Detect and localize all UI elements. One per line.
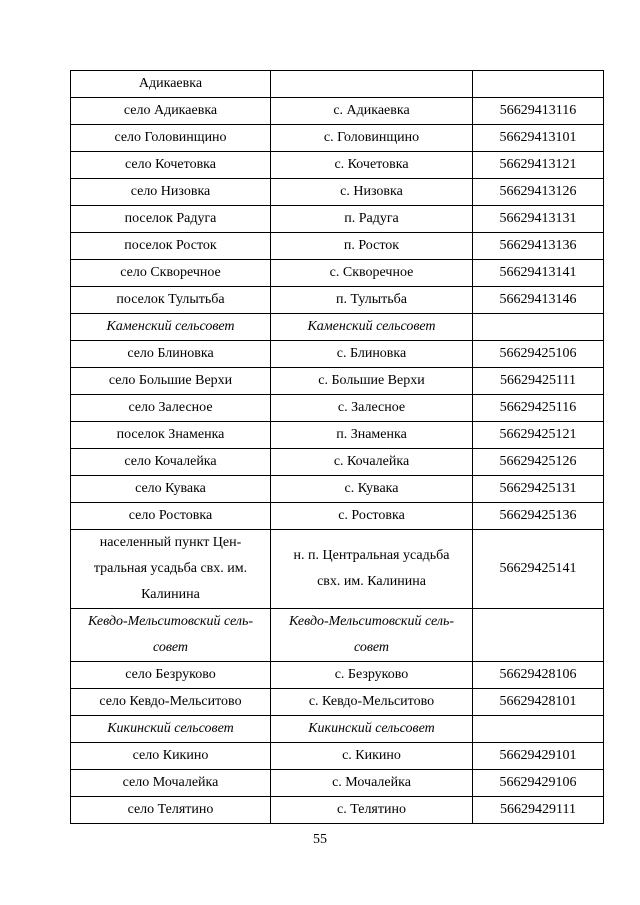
oktmo-code-cell: 56629425121 xyxy=(473,422,604,449)
short-name-cell: с. Кевдо-Мельситово xyxy=(271,689,473,716)
short-name-cell: п. Знаменка xyxy=(271,422,473,449)
short-name-cell: с. Залесное xyxy=(271,395,473,422)
settlements-table xyxy=(70,70,604,824)
short-name-cell: н. п. Центральная усадьба свх. им. Калинина xyxy=(271,530,473,609)
oktmo-code-cell xyxy=(473,314,604,341)
oktmo-code-cell: 56629429101 xyxy=(473,743,604,770)
table-row xyxy=(71,770,604,797)
oktmo-code-cell: 56629428101 xyxy=(473,689,604,716)
settlement-name-cell: село Телятино xyxy=(71,797,271,824)
table-body xyxy=(71,71,604,824)
table-row xyxy=(71,662,604,689)
oktmo-code-cell: 56629428106 xyxy=(473,662,604,689)
oktmo-code-cell: 56629425131 xyxy=(473,476,604,503)
settlement-name-cell: Каменский сельсовет xyxy=(71,314,271,341)
settlement-name-cell: село Кочетовка xyxy=(71,152,271,179)
short-name-cell: с. Головинщино xyxy=(271,125,473,152)
short-name-cell: с. Низовка xyxy=(271,179,473,206)
short-name-cell: с. Блиновка xyxy=(271,341,473,368)
oktmo-code-cell: 56629429111 xyxy=(473,797,604,824)
oktmo-code-cell: 56629413121 xyxy=(473,152,604,179)
short-name-cell: Кевдо-Мельситовский сель- совет xyxy=(271,609,473,662)
oktmo-code-cell: 56629425136 xyxy=(473,503,604,530)
table-row xyxy=(71,206,604,233)
short-name-cell xyxy=(271,71,473,98)
settlement-name-cell: поселок Знаменка xyxy=(71,422,271,449)
table-row xyxy=(71,422,604,449)
oktmo-code-cell: 56629413141 xyxy=(473,260,604,287)
table-row xyxy=(71,368,604,395)
settlement-name-cell: село Безруково xyxy=(71,662,271,689)
settlement-name-cell: село Адикаевка xyxy=(71,98,271,125)
table-row xyxy=(71,233,604,260)
short-name-cell: с. Адикаевка xyxy=(271,98,473,125)
section-header-row xyxy=(71,716,604,743)
table-row xyxy=(71,179,604,206)
oktmo-code-cell: 56629413101 xyxy=(473,125,604,152)
table-row xyxy=(71,341,604,368)
settlement-name-cell: село Кочалейка xyxy=(71,449,271,476)
oktmo-code-cell: 56629425141 xyxy=(473,530,604,609)
table-row xyxy=(71,125,604,152)
settlement-name-cell: Адикаевка xyxy=(71,71,271,98)
settlement-name-cell: село Мочалейка xyxy=(71,770,271,797)
short-name-cell: с. Безруково xyxy=(271,662,473,689)
table-row xyxy=(71,260,604,287)
table-row xyxy=(71,503,604,530)
short-name-cell: с. Кочалейка xyxy=(271,449,473,476)
settlement-name-cell: село Кикино xyxy=(71,743,271,770)
oktmo-code-cell xyxy=(473,609,604,662)
settlement-name-cell: село Скворечное xyxy=(71,260,271,287)
oktmo-code-cell: 56629429106 xyxy=(473,770,604,797)
table-row xyxy=(71,395,604,422)
oktmo-code-cell: 56629413126 xyxy=(473,179,604,206)
table-row xyxy=(71,98,604,125)
oktmo-code-cell: 56629425106 xyxy=(473,341,604,368)
settlement-name-cell: село Низовка xyxy=(71,179,271,206)
table-row xyxy=(71,530,604,609)
oktmo-code-cell: 56629425126 xyxy=(473,449,604,476)
table-row xyxy=(71,743,604,770)
settlement-name-cell: поселок Радуга xyxy=(71,206,271,233)
short-name-cell: с. Телятино xyxy=(271,797,473,824)
short-name-cell: с. Скворечное xyxy=(271,260,473,287)
settlement-name-cell: Кикинский сельсовет xyxy=(71,716,271,743)
table-row xyxy=(71,797,604,824)
table-row xyxy=(71,449,604,476)
table-row xyxy=(71,71,604,98)
oktmo-code-cell: 56629413131 xyxy=(473,206,604,233)
settlement-name-cell: поселок Росток xyxy=(71,233,271,260)
table-row xyxy=(71,152,604,179)
short-name-cell: с. Большие Верхи xyxy=(271,368,473,395)
table-row xyxy=(71,476,604,503)
settlement-name-cell: село Кевдо-Мельситово xyxy=(71,689,271,716)
oktmo-code-cell: 56629413116 xyxy=(473,98,604,125)
oktmo-code-cell: 56629425116 xyxy=(473,395,604,422)
settlement-name-cell: село Кувака xyxy=(71,476,271,503)
section-header-row xyxy=(71,314,604,341)
short-name-cell: Каменский сельсовет xyxy=(271,314,473,341)
short-name-cell: п. Росток xyxy=(271,233,473,260)
settlement-name-cell: село Блиновка xyxy=(71,341,271,368)
oktmo-code-cell xyxy=(473,71,604,98)
short-name-cell: с. Мочалейка xyxy=(271,770,473,797)
page-number: 55 xyxy=(313,832,327,847)
settlement-name-cell: село Ростовка xyxy=(71,503,271,530)
settlement-name-cell: село Залесное xyxy=(71,395,271,422)
oktmo-code-cell: 56629425111 xyxy=(473,368,604,395)
settlement-name-cell: Кевдо-Мельситовский сель- совет xyxy=(71,609,271,662)
settlement-name-cell: село Большие Верхи xyxy=(71,368,271,395)
short-name-cell: с. Ростовка xyxy=(271,503,473,530)
short-name-cell: с. Кувака xyxy=(271,476,473,503)
short-name-cell: п. Радуга xyxy=(271,206,473,233)
table-row xyxy=(71,287,604,314)
settlement-name-cell: село Головинщино xyxy=(71,125,271,152)
oktmo-code-cell: 56629413146 xyxy=(473,287,604,314)
section-header-row xyxy=(71,609,604,662)
settlement-name-cell: населенный пункт Цен- тральная усадьба свх. им. Калинина xyxy=(71,530,271,609)
table-row xyxy=(71,689,604,716)
short-name-cell: с. Кикино xyxy=(271,743,473,770)
short-name-cell: п. Тулытьба xyxy=(271,287,473,314)
settlement-name-cell: поселок Тулытьба xyxy=(71,287,271,314)
short-name-cell: с. Кочетовка xyxy=(271,152,473,179)
short-name-cell: Кикинский сельсовет xyxy=(271,716,473,743)
oktmo-code-cell xyxy=(473,716,604,743)
oktmo-code-cell: 56629413136 xyxy=(473,233,604,260)
